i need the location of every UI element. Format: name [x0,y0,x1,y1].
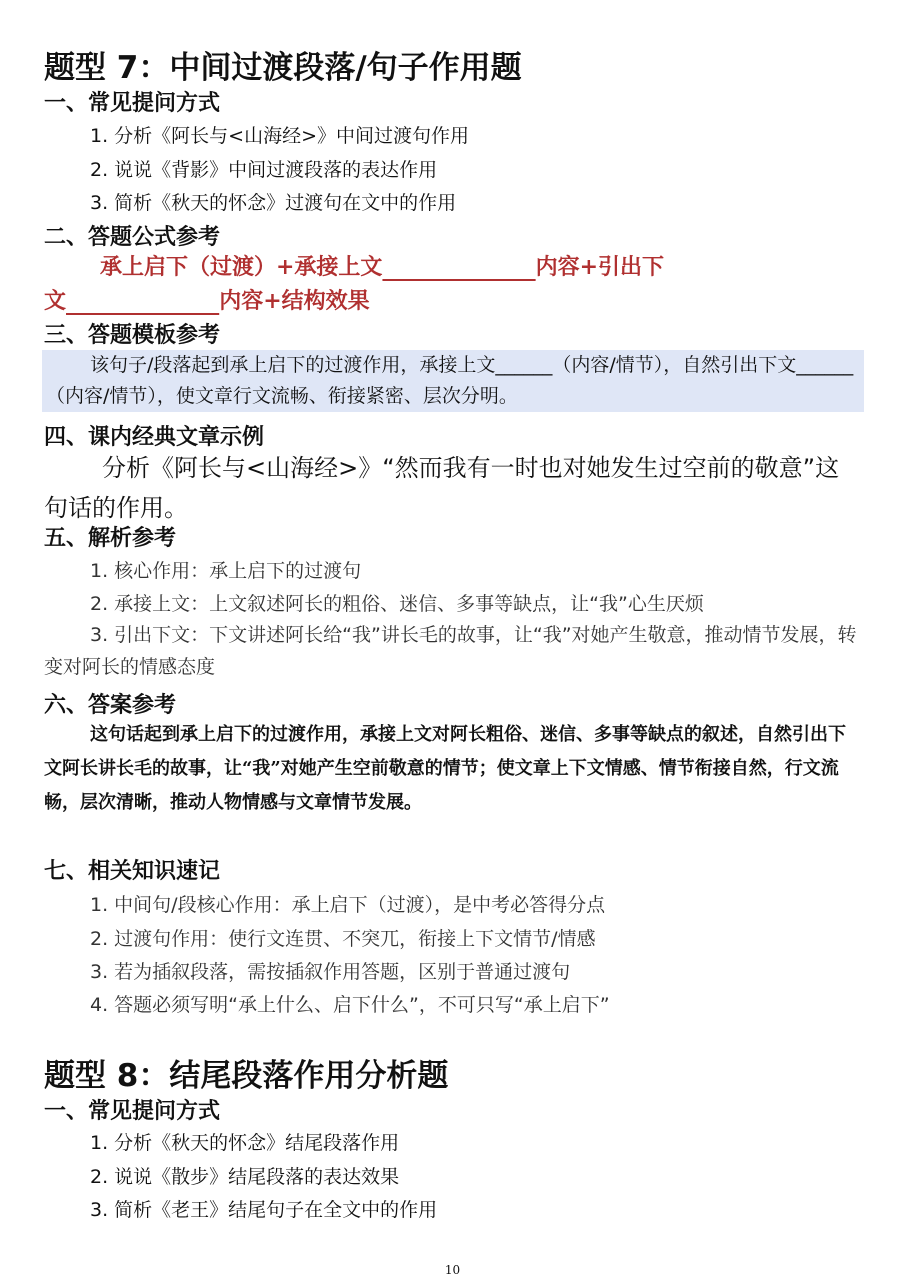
section-title-type7: 题型 7：中间过渡段落/句子作用题 [44,50,522,86]
answer-formula [0,250,905,318]
formula-part-2: 内容+引出下文 [44,254,665,314]
heading-question-forms: 一、常见提问方式 [44,1099,221,1124]
example-question: 分析《阿长与<山海经>》“然而我有一时也对她发生过空前的敬意”这句话的作用。 [44,454,840,522]
list-item: 2. 说说《散步》结尾段落的表达效果 [90,1166,400,1188]
answer-paragraph: 这句话起到承上启下的过渡作用，承接上文对阿长粗俗、迷信、多事等缺点的叙述，自然引出下文阿长讲长毛的故事，让“我”对她产生空前敬意的情节；使文章上下文情感、情节衔接自然，行文流畅，层次清晰，推动人物情感与文章情节发展。 [44,724,846,813]
list-item: 2. 说说《背影》中间过渡段落的表达作用 [90,159,438,181]
section-title-type8: 题型 8：结尾段落作用分析题 [44,1058,449,1094]
heading-answer: 六、答案参考 [44,693,177,718]
analysis-item: 1. 核心作用：承上启下的过渡句 [90,560,362,582]
list-item: 3. 简析《秋天的怀念》过渡句在文中的作用 [90,192,457,214]
heading-answer-template: 三、答题模板参考 [44,323,221,348]
heading-knowledge: 七、相关知识速记 [44,859,221,884]
list-item: 1. 分析《秋天的怀念》结尾段落作用 [90,1132,400,1154]
list-item: 3. 简析《老王》结尾句子在全文中的作用 [90,1199,438,1221]
heading-analysis: 五、解析参考 [44,526,177,551]
page-number: 10 [444,1263,461,1277]
analysis-item: 2. 承接上文：上文叙述阿长的粗俗、迷信、多事等缺点，让“我”心生厌烦 [90,593,704,615]
formula-part-3: 内容+结构效果 [219,288,370,314]
knowledge-item: 3. 若为插叙段落，需按插叙作用答题，区别于普通过渡句 [90,961,571,983]
answer-template-box: 该句子/段落起到承上启下的过渡作用，承接上文______（内容/情节），自然引出下文______（内容/情节），使文章行文流畅、衔接紧密、层次分明。 [42,350,864,412]
formula-blank-1 [382,254,535,280]
heading-answer-formula: 二、答题公式参考 [44,225,221,250]
formula-part-1: 承上启下（过渡）+承接上文 [100,254,383,280]
formula-blank-2 [66,288,219,314]
heading-classic-example: 四、课内经典文章示例 [44,425,265,450]
analysis-item: 3. 引出下文：下文讲述阿长给“我”讲长毛的故事，让“我”对她产生敬意，推动情节发展，转变对阿长的情感态度 [44,624,857,678]
knowledge-item: 4. 答题必须写明“承上什么、启下什么”，不可只写“承上启下” [90,994,610,1016]
list-item: 1. 分析《阿长与<山海经>》中间过渡句作用 [90,125,470,147]
heading-question-forms: 一、常见提问方式 [44,91,221,116]
knowledge-item: 1. 中间句/段核心作用：承上启下（过渡），是中考必答得分点 [90,894,606,916]
knowledge-item: 2. 过渡句作用：使行文连贯、不突兀，衔接上下文情节/情感 [90,928,596,950]
